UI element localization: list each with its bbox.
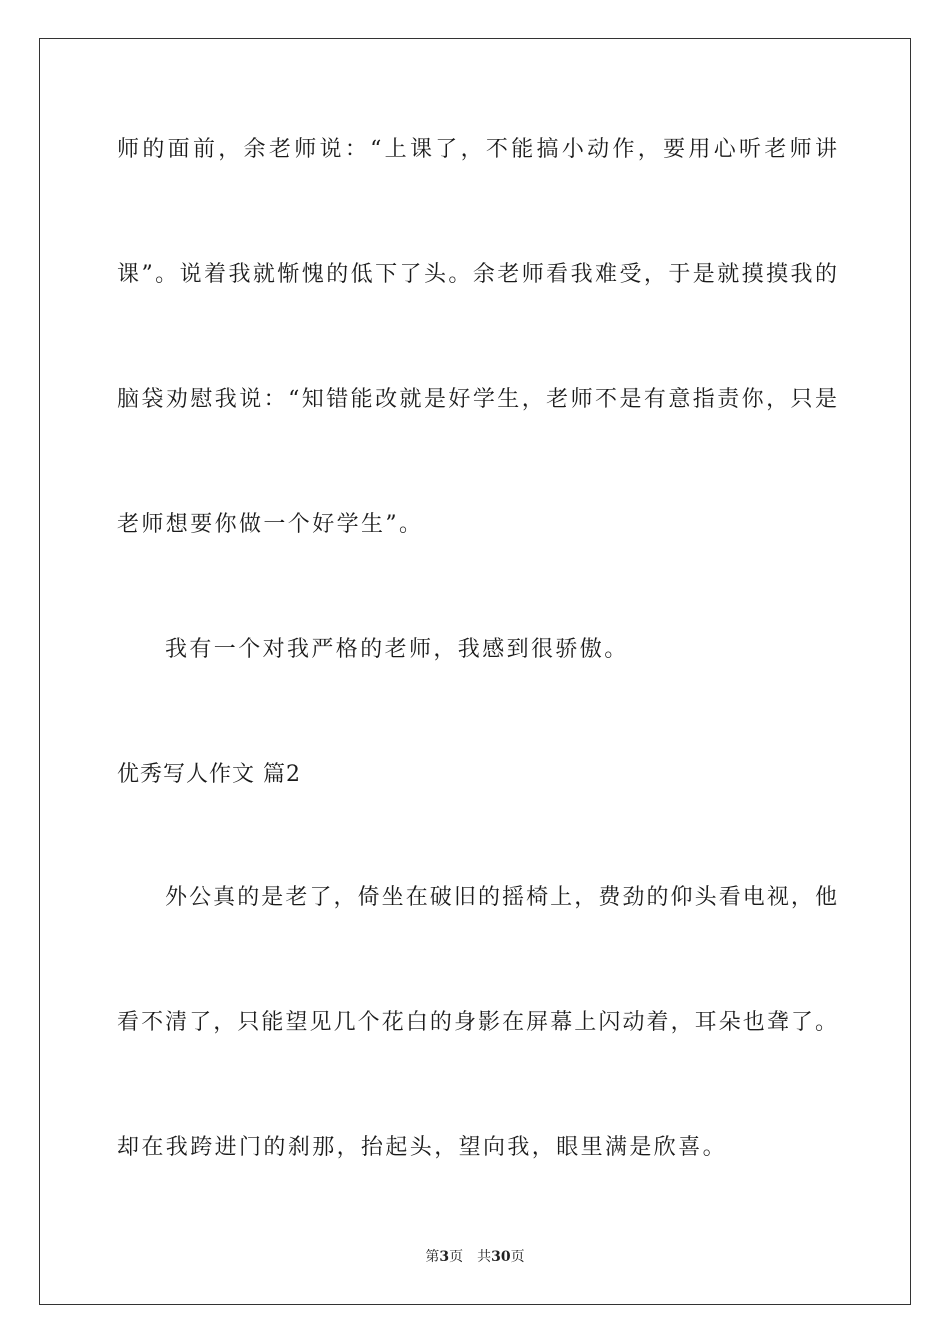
page-footer xyxy=(0,1246,950,1266)
paragraph-line-7: 看不清了，只能望见几个花白的身影在屏幕上闪动着，耳朵也聋了。 xyxy=(117,1010,837,1035)
footer-page-suffix: 页 xyxy=(449,1249,464,1265)
paragraph-line-6: 外公真的是老了，倚坐在破旧的摇椅上，费劲的仰头看电视，他 xyxy=(165,885,837,910)
footer-page-number: 3 xyxy=(439,1249,450,1265)
footer-total-suffix: 页 xyxy=(510,1249,525,1265)
footer-total-pages: 30 xyxy=(491,1249,511,1265)
paragraph-line-3: 脑袋劝慰我说：“知错能改就是好学生，老师不是有意指责你，只是 xyxy=(117,387,837,412)
paragraph-line-1: 师的面前，余老师说：“上课了，不能搞小动作，要用心听老师讲 xyxy=(117,137,837,162)
page-frame xyxy=(39,38,911,1305)
paragraph-line-5: 我有一个对我严格的老师，我感到很骄傲。 xyxy=(165,637,629,662)
paragraph-line-4: 老师想要你做一个好学生”。 xyxy=(117,512,424,537)
footer-total-prefix: 共 xyxy=(477,1249,492,1265)
section-heading: 优秀写人作文 篇2 xyxy=(117,762,301,787)
footer-page-prefix: 第 xyxy=(425,1249,440,1265)
paragraph-line-8: 却在我跨进门的刹那，抬起头，望向我，眼里满是欣喜。 xyxy=(117,1135,728,1160)
paragraph-line-2: 课”。说着我就惭愧的低下了头。余老师看我难受，于是就摸摸我的 xyxy=(117,262,837,287)
